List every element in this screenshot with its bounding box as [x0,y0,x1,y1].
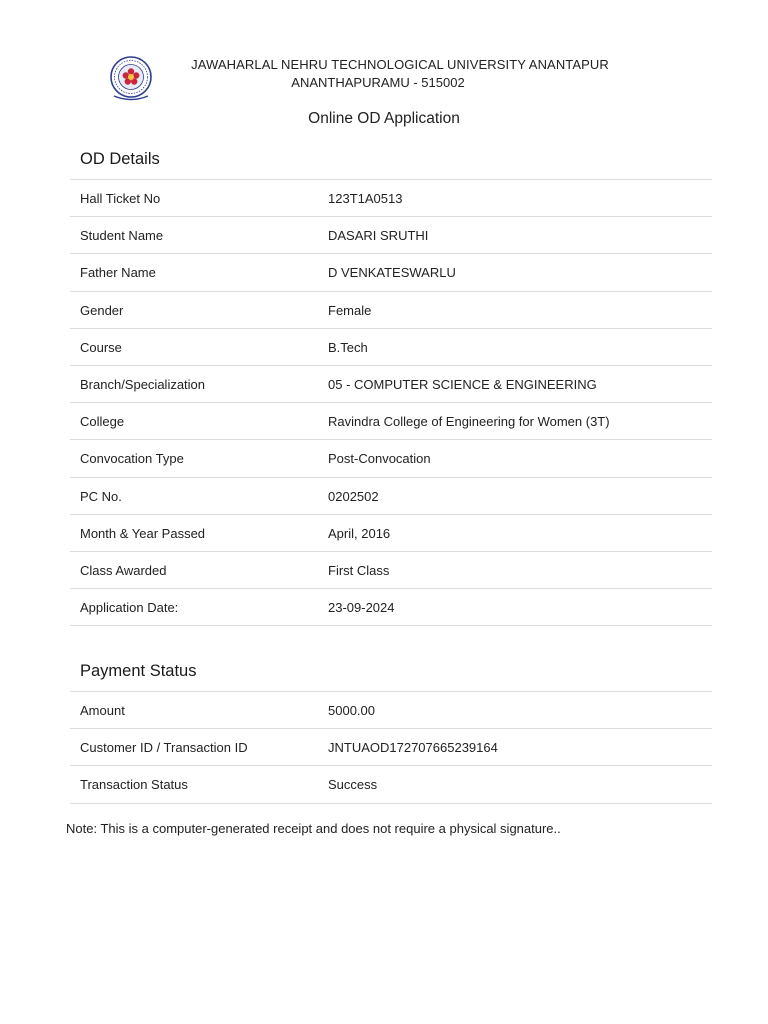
row-value: Female [328,302,372,318]
table-row-branch [70,366,712,403]
row-label: Hall Ticket No [80,191,161,206]
university-name: JAWAHARLAL NEHRU TECHNOLOGICAL UNIVERSITY ANANTAPUR [191,57,609,72]
table-row-convocation-type [70,440,712,477]
payment-status-heading: Payment Status [80,662,197,680]
row-value: 0202502 [328,488,379,504]
row-value: 5000.00 [328,703,375,718]
table-row-father-name [70,254,712,291]
row-value: B.Tech [328,339,368,355]
row-label: Customer ID / Transaction ID [80,740,248,756]
payment-status-table [70,691,712,804]
row-label: Father Name [80,265,156,281]
row-value: Ravindra College of Engineering for Women (3T) [328,414,610,430]
row-value: 23-09-2024 [328,600,395,616]
row-label: Transaction Status [80,777,188,793]
document-header [100,54,660,106]
row-value: First Class [328,562,390,578]
row-label: College [80,414,125,430]
table-row-transaction-status [70,766,712,803]
table-row-course [70,329,712,366]
table-row-transaction-id [70,729,712,766]
table-row-amount [70,692,712,729]
row-label: Gender [80,302,124,318]
table-row-hall-ticket [70,180,712,217]
row-value: April, 2016 [328,525,391,541]
od-details-heading: OD Details [80,150,160,168]
table-row-college [70,403,712,440]
row-value: JNTUAOD172707665239164 [328,740,498,756]
university-address: ANANTHAPURAMU - 515002 [291,75,465,90]
row-label: Branch/Specialization [80,376,206,392]
row-value: 123T1A0513 [328,191,403,206]
row-label: Student Name [80,228,164,244]
row-label: Month & Year Passed [80,525,206,541]
row-label: PC No. [80,488,122,504]
row-label: Application Date: [80,600,179,616]
row-label: Course [80,339,122,355]
table-row-class-awarded [70,552,712,589]
row-value: Post-Convocation [328,451,431,467]
row-label: Convocation Type [80,451,184,467]
page-title: Online OD Application [308,110,460,127]
table-row-pc-no [70,478,712,515]
row-value: D VENKATESWARLU [328,265,456,281]
table-row-month-year-passed [70,515,712,552]
row-value: 05 - COMPUTER SCIENCE & ENGINEERING [328,376,597,392]
table-row-student-name [70,217,712,254]
row-value: Success [328,777,378,793]
row-label: Amount [80,703,125,718]
receipt-note: Note: This is a computer-generated receipt and does not require a physical signature.. [66,821,561,836]
table-row-gender [70,292,712,329]
row-value: DASARI SRUTHI [328,228,429,244]
table-row-application-date [70,589,712,626]
row-label: Class Awarded [80,562,167,578]
od-details-table [70,179,712,626]
